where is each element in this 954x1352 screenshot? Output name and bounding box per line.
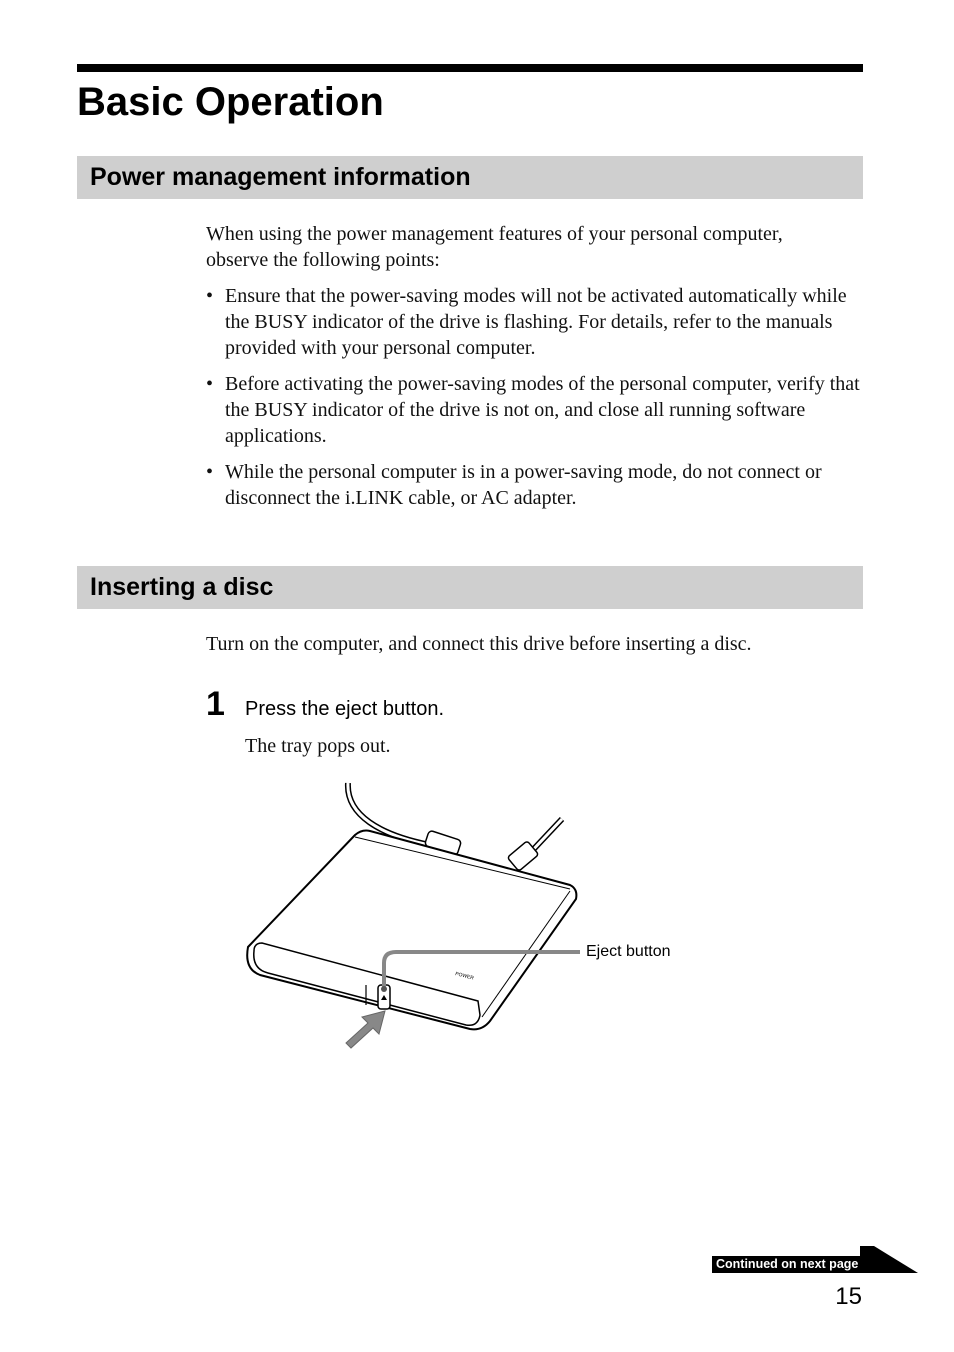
list-item (206, 371, 866, 449)
power-intro: When using the power management features of your personal computer, observe the following points: (206, 223, 783, 271)
page-title: Basic Operation (77, 80, 384, 124)
step-label: Press the eject button. (245, 698, 445, 720)
bullet-mark: • (206, 373, 214, 395)
step-detail: The tray pops out. (245, 735, 391, 757)
bullet-mark: • (206, 285, 214, 307)
power-marking: POWER (454, 971, 475, 982)
bullet-text: Before activating the power-saving modes of the personal computer, verify that the BUSY indicator of the drive is not on, and close all running software applications. (225, 373, 860, 447)
section-title: Inserting a disc (90, 573, 274, 601)
continued-arrow-icon (860, 1244, 920, 1276)
push-arrow (346, 1011, 385, 1048)
bullet-text: While the personal computer is in a power-saving mode, do not connect or disconnect the i.LINK cable, or AC adapter. (225, 461, 822, 509)
continued-banner: Continued on next page (712, 1256, 880, 1273)
step-number: 1 (206, 685, 225, 723)
power-bullet-list (206, 283, 866, 521)
disc-intro: Turn on the computer, and connect this drive before inserting a disc. (206, 633, 752, 655)
section-header-power (77, 156, 863, 199)
drive-illustration (230, 775, 590, 1055)
list-item (206, 459, 866, 511)
section-header-disc (77, 566, 863, 609)
eject-button-callout: Eject button (586, 943, 671, 960)
list-item (206, 283, 866, 361)
page-number: 15 (835, 1283, 862, 1310)
bullet-text: Ensure that the power-saving modes will not be activated automatically while the BUSY indicator of the drive is flashing. For details, refer to the manuals provided with your personal computer. (225, 285, 847, 359)
section-title: Power management information (90, 163, 471, 191)
top-rule (77, 64, 863, 72)
bullet-mark: • (206, 461, 214, 483)
